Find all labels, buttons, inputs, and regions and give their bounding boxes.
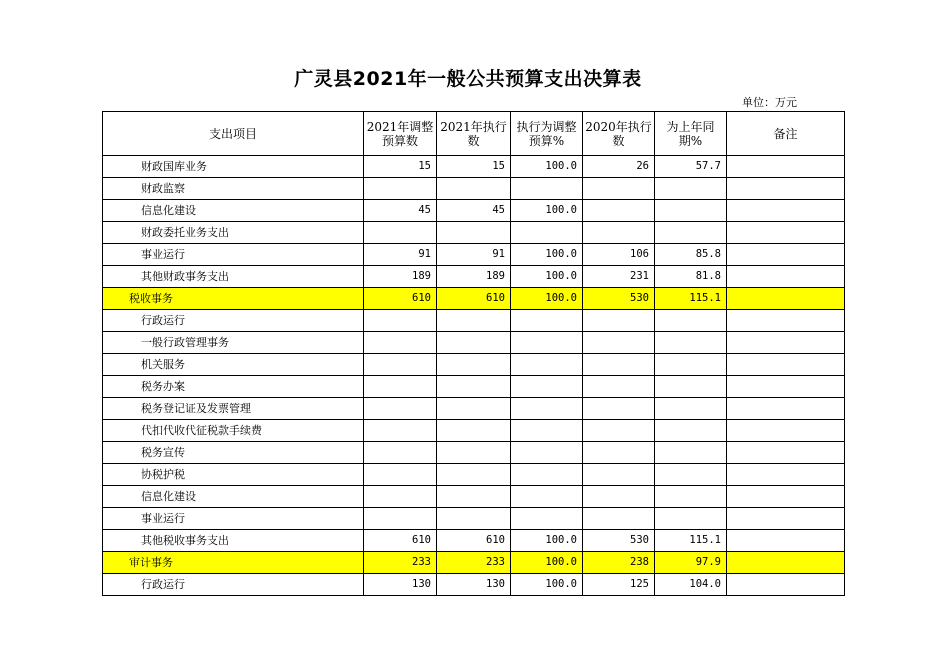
cell-item-name: 一般行政管理事务 [103,332,364,354]
cell-prev: 231 [583,266,655,288]
cell-pct [511,442,583,464]
cell-prev [583,200,655,222]
cell-pct [511,178,583,200]
cell-note [727,574,845,596]
cell-exec [437,486,511,508]
cell-budget [364,464,437,486]
cell-budget: 610 [364,530,437,552]
cell-pct [511,420,583,442]
cell-pct [511,376,583,398]
cell-yoy [655,354,727,376]
cell-pct [511,508,583,530]
cell-pct: 100.0 [511,530,583,552]
table-row [103,376,845,398]
header-cell-budget: 2021年调整预算数 [364,112,437,156]
cell-yoy [655,464,727,486]
cell-exec [437,398,511,420]
cell-exec: 15 [437,156,511,178]
cell-budget [364,332,437,354]
cell-exec [437,420,511,442]
cell-note [727,376,845,398]
table-row [103,310,845,332]
cell-item-name: 财政委托业务支出 [103,222,364,244]
header-cell-yoy: 为上年同期% [655,112,727,156]
section-row [103,552,845,574]
table-row [103,508,845,530]
cell-prev: 26 [583,156,655,178]
table-row [103,244,845,266]
table-row [103,332,845,354]
header-row [103,112,845,156]
cell-yoy [655,222,727,244]
header-cell-prev: 2020年执行数 [583,112,655,156]
cell-note [727,420,845,442]
cell-prev [583,442,655,464]
table-row [103,420,845,442]
cell-budget [364,420,437,442]
cell-budget: 233 [364,552,437,574]
cell-budget [364,354,437,376]
cell-pct: 100.0 [511,266,583,288]
cell-yoy [655,200,727,222]
table-row [103,178,845,200]
cell-pct: 100.0 [511,244,583,266]
cell-budget: 15 [364,156,437,178]
cell-exec [437,508,511,530]
cell-pct [511,310,583,332]
cell-exec [437,442,511,464]
cell-prev: 530 [583,530,655,552]
cell-note [727,398,845,420]
cell-exec: 189 [437,266,511,288]
cell-budget [364,222,437,244]
cell-exec [437,354,511,376]
cell-budget [364,398,437,420]
cell-prev: 238 [583,552,655,574]
cell-note [727,442,845,464]
cell-yoy [655,376,727,398]
cell-yoy: 115.1 [655,288,727,310]
table-row [103,464,845,486]
cell-yoy [655,420,727,442]
cell-note [727,200,845,222]
page-title: 广灵县2021年一般公共预算支出决算表 [294,68,642,90]
header-cell-note: 备注 [727,112,845,156]
cell-exec: 610 [437,530,511,552]
table-row [103,486,845,508]
cell-item-name: 行政运行 [103,574,364,596]
table-row [103,266,845,288]
cell-note [727,530,845,552]
cell-note [727,552,845,574]
cell-yoy: 104.0 [655,574,727,596]
cell-budget [364,310,437,332]
cell-exec [437,464,511,486]
table-row [103,530,845,552]
cell-yoy: 97.9 [655,552,727,574]
cell-exec [437,310,511,332]
cell-prev: 530 [583,288,655,310]
unit-label: 单位：万元 [742,96,797,109]
table-row [103,156,845,178]
cell-budget: 189 [364,266,437,288]
cell-item-name: 其他财政事务支出 [103,266,364,288]
cell-prev [583,222,655,244]
cell-prev [583,354,655,376]
cell-prev: 125 [583,574,655,596]
cell-yoy: 81.8 [655,266,727,288]
cell-exec: 91 [437,244,511,266]
cell-pct [511,398,583,420]
cell-note [727,178,845,200]
cell-pct [511,222,583,244]
cell-exec [437,376,511,398]
cell-item-name: 事业运行 [103,244,364,266]
cell-item-name: 协税护税 [103,464,364,486]
cell-pct [511,354,583,376]
cell-item-name: 事业运行 [103,508,364,530]
cell-note [727,486,845,508]
table-row [103,398,845,420]
cell-yoy: 57.7 [655,156,727,178]
cell-pct: 100.0 [511,156,583,178]
cell-item-name: 机关服务 [103,354,364,376]
cell-note [727,464,845,486]
cell-prev [583,310,655,332]
cell-pct: 100.0 [511,288,583,310]
cell-note [727,332,845,354]
cell-note [727,288,845,310]
cell-item-name: 税务宣传 [103,442,364,464]
cell-item-name: 税收事务 [103,288,364,310]
cell-budget [364,376,437,398]
cell-note [727,508,845,530]
cell-item-name: 财政监察 [103,178,364,200]
cell-exec: 130 [437,574,511,596]
cell-pct [511,464,583,486]
cell-yoy [655,486,727,508]
cell-exec: 233 [437,552,511,574]
cell-note [727,244,845,266]
table-row [103,354,845,376]
cell-prev [583,398,655,420]
header-cell-exec: 2021年执行数 [437,112,511,156]
cell-budget: 45 [364,200,437,222]
cell-note [727,222,845,244]
cell-exec [437,332,511,354]
cell-item-name: 财政国库业务 [103,156,364,178]
cell-yoy: 85.8 [655,244,727,266]
cell-item-name: 其他税收事务支出 [103,530,364,552]
cell-yoy [655,508,727,530]
table-row [103,222,845,244]
cell-exec [437,222,511,244]
cell-item-name: 审计事务 [103,552,364,574]
cell-budget: 610 [364,288,437,310]
section-row [103,288,845,310]
header-cell-pct: 执行为调整预算% [511,112,583,156]
cell-exec: 45 [437,200,511,222]
cell-yoy [655,310,727,332]
table-row [103,574,845,596]
cell-yoy [655,332,727,354]
cell-note [727,266,845,288]
budget-table [102,111,845,596]
cell-prev [583,420,655,442]
cell-pct [511,486,583,508]
cell-item-name: 信息化建设 [103,200,364,222]
cell-budget: 91 [364,244,437,266]
cell-budget [364,486,437,508]
header-cell-item: 支出项目 [103,112,364,156]
cell-note [727,156,845,178]
cell-item-name: 代扣代收代征税款手续费 [103,420,364,442]
cell-prev [583,332,655,354]
cell-prev: 106 [583,244,655,266]
cell-item-name: 行政运行 [103,310,364,332]
cell-item-name: 信息化建设 [103,486,364,508]
cell-exec: 610 [437,288,511,310]
cell-prev [583,486,655,508]
cell-yoy [655,442,727,464]
cell-prev [583,178,655,200]
cell-yoy [655,178,727,200]
cell-note [727,310,845,332]
cell-item-name: 税务登记证及发票管理 [103,398,364,420]
cell-budget [364,178,437,200]
cell-prev [583,376,655,398]
cell-budget [364,508,437,530]
cell-prev [583,464,655,486]
cell-budget: 130 [364,574,437,596]
cell-pct: 100.0 [511,552,583,574]
table-row [103,200,845,222]
table-row [103,442,845,464]
cell-item-name: 税务办案 [103,376,364,398]
cell-yoy: 115.1 [655,530,727,552]
cell-exec [437,178,511,200]
cell-note [727,354,845,376]
cell-yoy [655,398,727,420]
cell-pct: 100.0 [511,200,583,222]
cell-pct: 100.0 [511,574,583,596]
cell-pct [511,332,583,354]
cell-budget [364,442,437,464]
cell-prev [583,508,655,530]
